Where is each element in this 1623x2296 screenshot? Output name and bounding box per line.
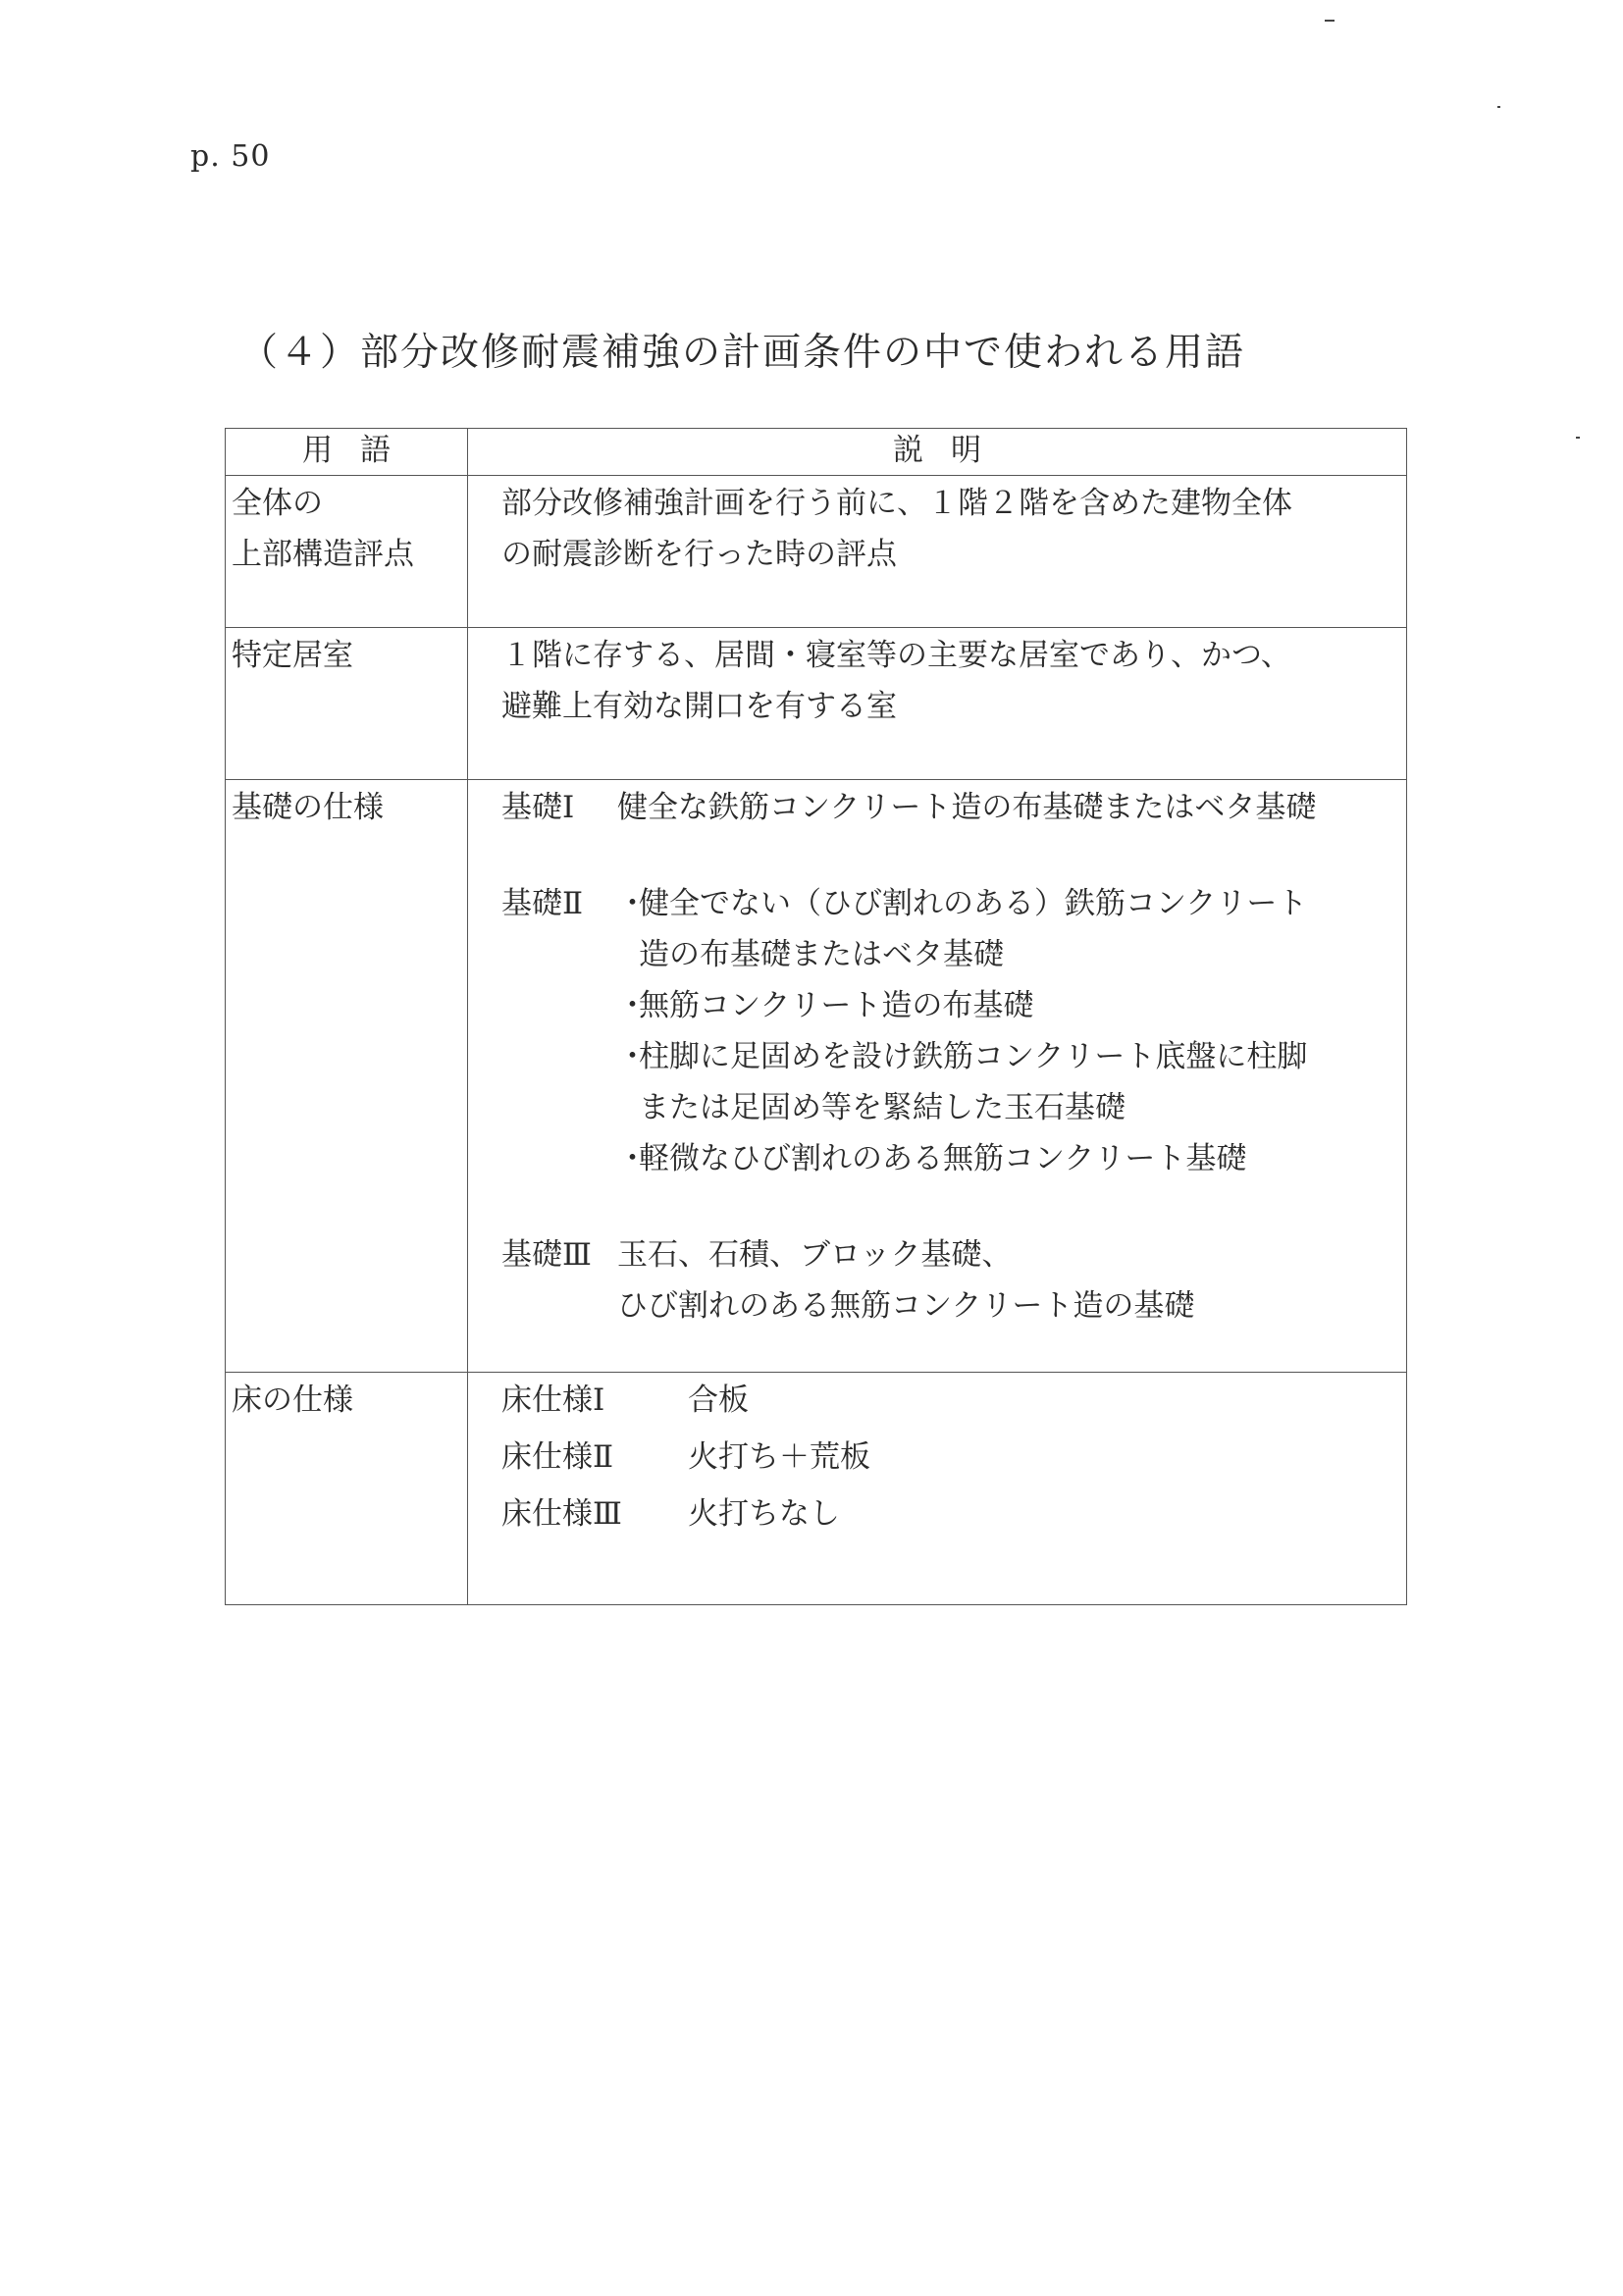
foundation-grade-text: 健全な鉄筋コンクリート造の布基礎またはベタ基礎 — [617, 790, 1317, 825]
foundation-grade-2 — [501, 878, 1406, 1184]
table-row — [226, 628, 1407, 780]
list-item — [617, 980, 1307, 1031]
bullet-text: 柱脚に足固めを設け鉄筋コンクリート底盤に柱脚 または足固め等を緊結した玉石基礎 — [639, 1039, 1308, 1125]
bullet-text: 軽微なひび割れのある無筋コンクリート基礎 — [639, 1141, 1247, 1176]
header-term: 用語 — [226, 429, 468, 476]
bullet-mark: ・ — [617, 1141, 648, 1176]
description-cell — [468, 780, 1407, 1373]
description-cell — [468, 476, 1407, 628]
term-cell: 全体の 上部構造評点 — [226, 476, 468, 628]
bullet-text: 健全でない（ひび割れのある）鉄筋コンクリート 造の布基礎またはベタ基礎 — [639, 886, 1308, 972]
list-item — [501, 1375, 1406, 1432]
bullet-mark: ・ — [617, 1039, 648, 1074]
foundation-grade-label: 基礎Ⅱ — [501, 886, 584, 921]
floor-spec-list — [501, 1375, 1406, 1545]
table-row — [226, 1373, 1407, 1605]
description-line: 部分改修補強計画を行う前に、１階２階を含めた建物全体 — [501, 486, 1292, 521]
section-title: （４）部分改修耐震補強の計画条件の中で使われる用語 — [239, 331, 1246, 375]
foundation-grade-text: ひび割れのある無筋コンクリート造の基礎 — [617, 1288, 1195, 1324]
floor-spec-label: 床仕様Ⅱ — [501, 1439, 614, 1475]
header-description: 説明 — [468, 429, 1407, 476]
description-line: 避難上有効な開口を有する室 — [501, 689, 897, 724]
list-item — [501, 1488, 1406, 1545]
bullet-mark: ・ — [617, 886, 648, 921]
scan-mark — [1325, 20, 1335, 22]
table-row — [226, 780, 1407, 1373]
floor-spec-label: 床仕様Ⅰ — [501, 1383, 605, 1418]
description-line: １階に存する、居間・寝室等の主要な居室であり、かつ、 — [501, 638, 1291, 673]
table-header-row — [226, 429, 1407, 476]
description-cell — [468, 1373, 1407, 1605]
list-item — [501, 1432, 1406, 1488]
scan-mark — [1576, 437, 1580, 439]
term-cell: 特定居室 — [226, 628, 468, 780]
term-cell: 床の仕様 — [226, 1373, 468, 1605]
table-row — [226, 476, 1407, 628]
bullet-text: 無筋コンクリート造の布基礎 — [639, 988, 1034, 1023]
foundation-bullet-list — [617, 878, 1307, 1184]
foundation-grade-label: 基礎Ⅰ — [501, 790, 575, 825]
foundation-grade-label: 基礎Ⅲ — [501, 1237, 592, 1273]
floor-spec-value: 火打ちなし — [688, 1496, 840, 1532]
bullet-mark: ・ — [617, 988, 648, 1023]
foundation-grade-3 — [501, 1229, 1406, 1331]
floor-spec-value: 火打ち＋荒板 — [688, 1439, 870, 1475]
list-item — [617, 1031, 1307, 1133]
list-item — [617, 1133, 1307, 1184]
foundation-grade-text: 玉石、石積、ブロック基礎、 — [617, 1237, 1013, 1273]
term-cell: 基礎の仕様 — [226, 780, 468, 1373]
list-item — [617, 878, 1307, 980]
floor-spec-label: 床仕様Ⅲ — [501, 1496, 622, 1532]
floor-spec-value: 合板 — [688, 1383, 749, 1418]
description-line: の耐震診断を行った時の評点 — [501, 537, 897, 572]
page-number: p. 50 — [190, 139, 271, 174]
foundation-grade-1 — [501, 782, 1406, 833]
description-cell — [468, 628, 1407, 780]
terms-table — [225, 428, 1407, 1605]
scan-mark — [1497, 106, 1500, 108]
